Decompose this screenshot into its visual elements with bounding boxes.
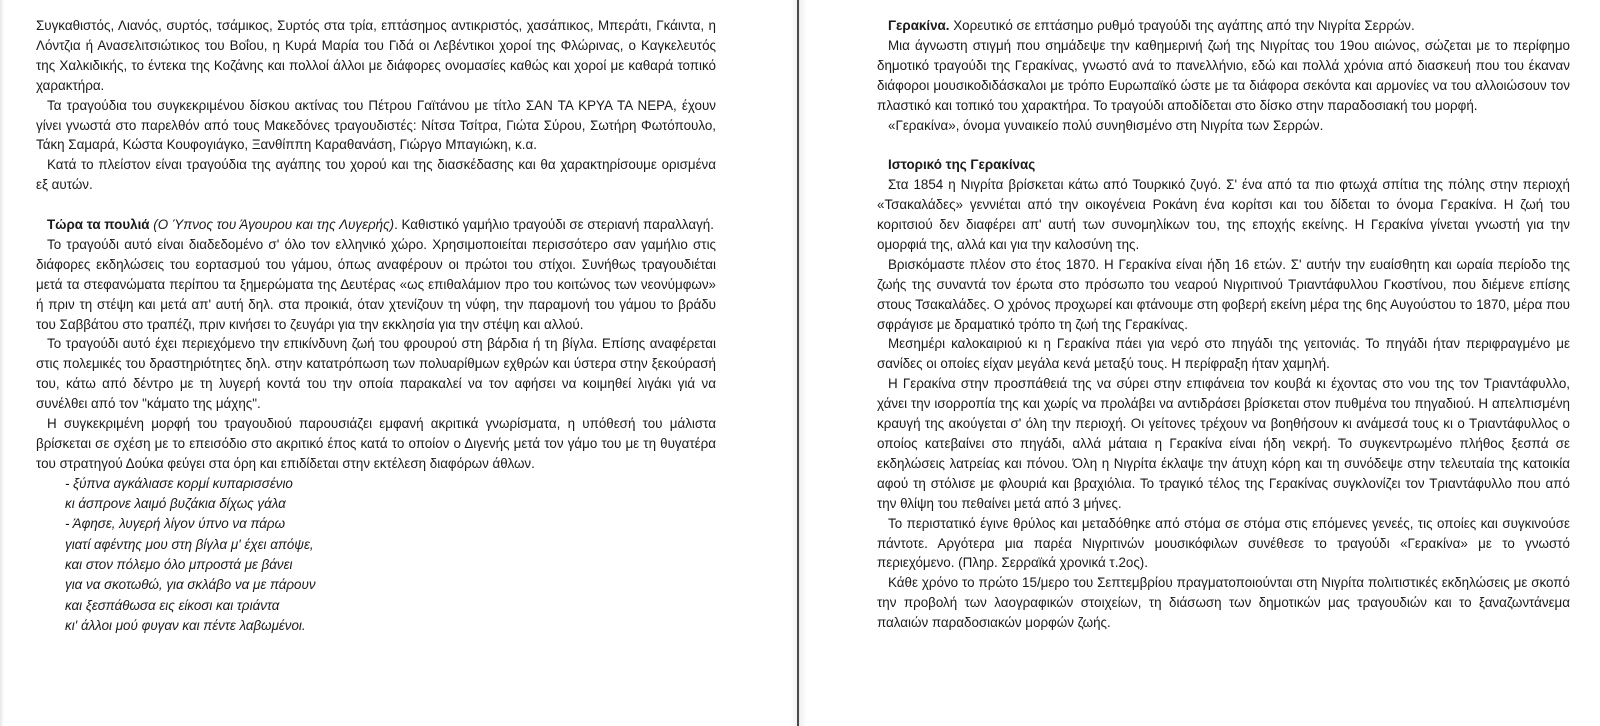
- form-paragraph: Η συγκεκριμένη μορφή του τραγουδιού παρουσιάζει εμφανή ακριτικά γνωρίσματα, η υπόθεσή του μάλιστα βρίσκεται σε σχέση με το επεισόδιο στο ακριτικό έπος κατά το οποίον ο Διγενής μετά τον γάμο του με τη θυγατέρα του στρατηγού Δούκα φεύγει στα όρη και επιδίδεται στην εκτέλεση διαφόρων άθλων.: [36, 416, 716, 471]
- attempt-paragraph: Η Γερακίνα στην προσπάθειά της να σύρει στην επιφάνεια τον κουβά κι έχοντας στο νου της τον Τριαντάφυλλο, χάνει την ισορροπία της και χωρίς να προλάβει να αντιδράσει βρίσκεται στον πυθμένα του πηγαδιού. Η απελπισμένη κραυγή της ακούγεται σ' όλη την περιοχή. Οι γείτονες τρέχουν να βοηθήσουν κι ανάμεσά τους κι ο Τριαντάφυλλος ο οποίος κατεβαίνει στο πηγάδι, αλλά μάταια η Γερακίνα είναι ήδη νεκρή. Το συγκεντρωμένο πλήθος ξεσπά σε εκδηλώσεις λατρείας και πόνου. Όλη η Νιγρίτα έκλαψε την άτυχη κόρη και τη συνόδεψε στην τελευταία της κατοικία αφού τη στόλισε με φλουριά και βραχιόλια. Το τραγικό τέλος της Γερακίνας συγκλονίζει τον Τριαντάφυλλο που από την θλίψη του πεθαίνει μετά από 3 μήνες.: [877, 376, 1570, 511]
- guard-paragraph: Το τραγούδι αυτό έχει περιεχόμενο την επικίνδυνη ζωή του φρουρού στη βάρδια ή τη βίγλα. Επίσης αναφέρεται στις πολεμικές του δραστηριότητες δηλ. στην κατατρόπωση των πολυαρίθμων εχθρών και ύστερα στην ξεκούρασή του, κάτω από δέντρο με τη λυγερή κοντά του την οποία παρακαλεί να τον αφήσει να κοιμηθεί λιγάκι γιά να συνέλθει από τον "κάματο της μάχης".: [36, 336, 716, 412]
- gerakina-description: Χορευτικό σε επτάσημο ρυθμό τραγούδι της αγάπης από την Νιγρίτα Σερρών.: [949, 18, 1415, 33]
- song-heading-paragraph: [36, 215, 716, 235]
- history-heading: Ιστορικό της Γερακίνας: [888, 157, 1036, 173]
- paragraph-1870: Βρισκόμαστε πλέον στο έτος 1870. Η Γερακίνα είναι ήδη 16 ετών. Σ' αυτήν την ευαίσθητη και ωραία περίοδο της ζωής της συναντά τον έρωτα στο πρόσωπο του νεαρού Νιγριτινού Τριαντάφυλλου Γκοστίνου, που διέμενε επίσης στους Τσακαλάδες. Ο χρόνος προχωρεί και φτάνουμε στη φοβερή εκείνη μέρα της 6ης Αυγούστου το 1870, μέρα που σφράγισε με δραματικό τρόπο τη ζωή της Γερακίνας.: [877, 256, 1570, 332]
- name-paragraph: «Γερακίνα», όνομα γυναικείο πολύ συνηθισμένο στη Νιγρίτα των Σερρών.: [888, 117, 1324, 133]
- noon-paragraph: Μεσημέρι καλοκαιριού κι η Γερακίνα πάει για νερό στο πηγάδι της γειτονιάς. Το πηγάδι ήταν περιφραγμένο με σανίδες οι οποίες είχαν μεγάλα κενά μεταξύ τους. Η περίφραξη ήταν χαμηλή.: [877, 336, 1570, 372]
- spacer: [36, 195, 716, 215]
- verse-line: και στον πόλεμο όλο μπροστά με βάνει: [65, 557, 293, 573]
- verse-line: κι' άλλοι μού φυγαν και πέντε λαβωμένοι.: [65, 617, 306, 633]
- verse-line: - Άφησε, λυγερή λίγον ύπνο να πάρω: [65, 516, 285, 532]
- paragraph-1854: Στα 1854 η Νιγρίτα βρίσκεται κάτω από Τουρκικό ζυγό. Σ' ένα από τα πιο φτωχά σπίτια της πόλης στην περιοχή «Τσακαλάδες» γεννιέται από την οικογένεια Ροκάνη ένα κορίτσι και του δίδεται το όνομα Γερακίνα. Η ζωή του κοριτσιού δεν διαφέρει απ' αυτή των συνομηλίκων του, της εποχής εκείνης. Η Γερακίνα γίνεται γνωστή για την ομορφιά της, αλλά και για την καλοσύνη της.: [877, 177, 1570, 252]
- gutter-fold-line: [797, 0, 799, 726]
- spacer: [877, 135, 1570, 155]
- love-songs-paragraph: Κατά το πλείστον είναι τραγούδια της αγάπης του χορού και της διασκέδασης και θα χαρακτηρίσουμε ορισμένα εξ αυτών.: [36, 157, 716, 193]
- song-description: . Καθιστικό γαμήλιο τραγούδι σε στεριανή παραλλαγή.: [394, 217, 714, 233]
- verse-line: - ξύπνα αγκάλιασε κορμί κυπαρισσένιο: [65, 475, 293, 491]
- left-page: [0, 0, 790, 726]
- song-title: Τώρα τα πουλιά: [47, 217, 150, 233]
- legend-paragraph: Το περιστατικό έγινε θρύλος και μεταδόθηκε από στόμα σε στόμα στις επόμενες γενεές, τις οποίες και συγκινούσε πάντοτε. Αργότερα μια παρέα Νιγριτινών μουσικόφιλων συνέθεσε το τραγούδι «Γερακίνα» με το γνωστό περιεχόμενο. (Πληρ. Σερραϊκά χρονικά τ.2ος).: [877, 515, 1570, 571]
- right-page: [807, 0, 1600, 726]
- moment-paragraph: Μια άγνωστη στιγμή που σημάδεψε την καθημερινή ζωή της Νιγρίτας του 19ου αιώνος, σώζεται με το περίφημο δημοτικό τραγούδι της Γερακίνας, γνωστό ανά το πανελλήνιο, εδώ και πολλά χρόνια από διασκευή που του έκαναν διάφοροι μουσικοδιδάσκαλοι με τρόπο Ευρωπαϊκό ώστε με τα διάφορα σεκόντα και αρμονίες να του αλλοιώσουν τον πλαστικό και τοπικό του χαρακτήρα. Το τραγούδι αποδίδεται στο δίσκο στην παραδοσιακή του μορφή.: [877, 37, 1570, 113]
- verse-block: [36, 474, 716, 636]
- intro-paragraph: Συγκαθιστός, Λιανός, συρτός, τσάμικος, Συρτός στα τρία, επτάσημος αντικριστός, χασάπικος, Μπεράτι, Γκάιντα, η Λόντζια ή Ανασελιτσιώτικος του Βοΐου, η Κυρά Μαρία του Γιδά οι Λεβέντικοι χοροί της Φλώρινας, ο Καγκελευτός της Χαλκιδικής, το έντεκα της Κοζάνης και πολλοί άλλοι με διάφορες ονομασίες καθώς και χοροί με καθαρά τοπικό χαρακτήρα.: [36, 18, 716, 93]
- gerakina-title: Γερακίνα.: [888, 18, 950, 33]
- songs-paragraph: Τα τραγούδια του συγκεκριμένου δίσκου ακτίνας του Πέτρου Γαϊτάνου με τίτλο ΣΑΝ ΤΑ ΚΡΥΑ ΤΑ ΝΕΡΑ, έχουν γίνει γνωστά στο παρελθόν από τους Μακεδόνες τραγουδιστές: Νίτσα Τσίτρα, Γιώτα Σύρου, Σωτήρη Φωτόπουλο, Τάκη Σαμαρά, Κώστα Κουφογιάγκο, Ξανθίππη Καραθανάση, Γιώργο Μπαγιώκη, κ.α.: [36, 97, 716, 153]
- gerakina-heading-paragraph: [877, 16, 1570, 36]
- verse-line: κι άσπρονε λαιμό βυζάκια δίχως γάλα: [65, 496, 286, 512]
- song-subtitle: (Ο Ύπνος του Άγουρου και της Λυγερής): [153, 217, 395, 233]
- verse-line: και ξεσπάθωσα εις είκοσι και τριάντα: [65, 597, 280, 613]
- spread-paragraph: Το τραγούδι αυτό είναι διαδεδομένο σ' όλο τον ελληνικό χώρο. Χρησιμοποιείται περισσότερο σαν γαμήλιο στις διάφορες εκδηλώσεις του εορτασμού του γάμου, όπως αναφέρουν οι πρώτοι του στίχοι. Συνήθως τραγουδιέται μετά τα στεφανώματα περίπου τα ξημερώματα της Δευτέρας «ως επιθαλάμιον προ του κοιτώνος των νεονύμφων» ή πριν τη στέψη και μετά απ' αυτή δηλ. στα προικιά, όταν χτενίζουν τη νύφη, την παραμονή του γάμου το βράδυ του Σαββάτου στο τραπέζι, πριν κινήσει το ζευγάρι για την εκκλησία για την στέψη και αλλού.: [36, 236, 716, 332]
- yearly-paragraph: Κάθε χρόνο το πρώτο 15/μερο του Σεπτεμβρίου πραγματοποιούνται στη Νιγρίτα πολιτιστικές εκδηλώσεις με σκοπό την προβολή των λαογραφικών στοιχείων, τη διάσωση των δημοτικών μας τραγουδιών και το ξαναζωντάνεμα παλαιών παραδοσιακών μορφών ζωής.: [877, 575, 1570, 631]
- verse-line: για να σκοτωθώ, για σκλάβο να με πάρουν: [65, 577, 316, 593]
- verse-line: γιατί αφέντης μου στη βίγλα μ' έχει απόψε,: [65, 536, 314, 552]
